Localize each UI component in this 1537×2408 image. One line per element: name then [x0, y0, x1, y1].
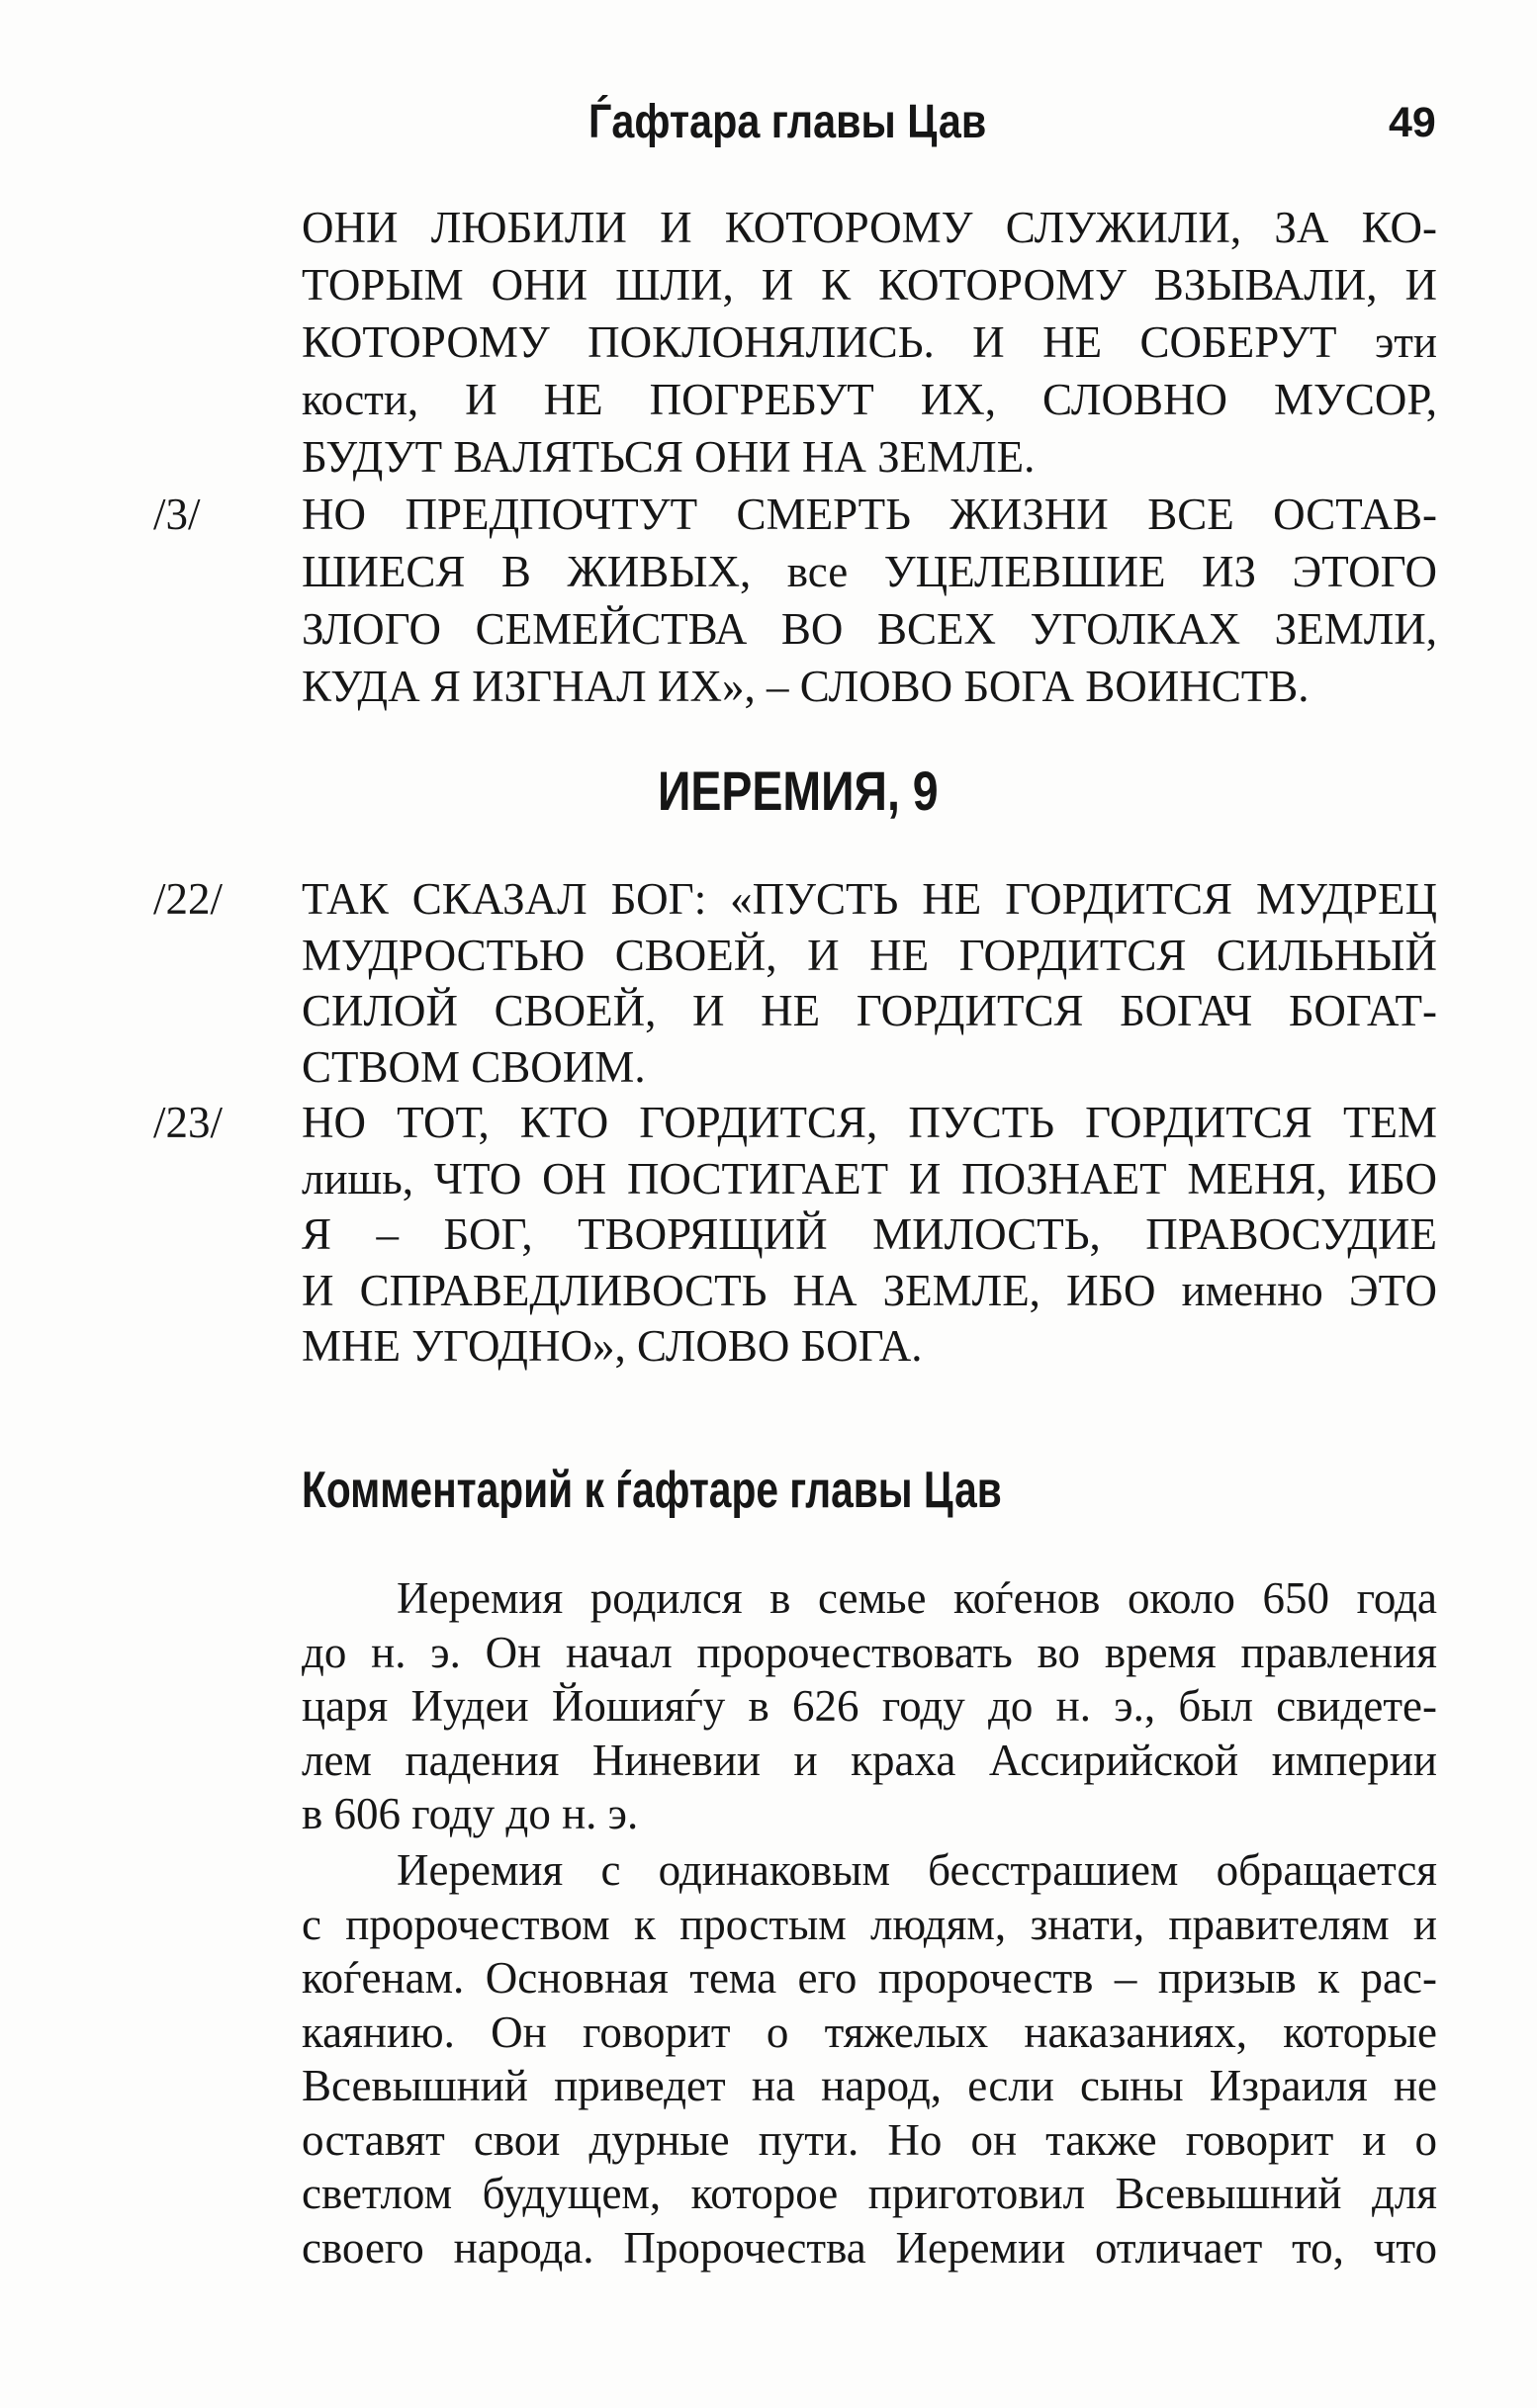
paragraph-line: лем падения Ниневии и краха Ассирийской империи: [302, 1735, 1437, 1785]
verse-22: [153, 871, 1437, 1095]
paragraph-line: светлом будущем, которое приготовил Всевышний для: [302, 2169, 1437, 2218]
verse-line: МНЕ УГОДНО», СЛОВО БОГА.: [302, 1321, 923, 1371]
paragraph-line: царя Иудеи Йошияѓу в 626 году до н. э., был свидете-: [302, 1681, 1437, 1731]
verse-line: КОТОРОМУ ПОКЛОНЯЛИСЬ. И НЕ СОБЕРУТ эти: [302, 317, 1437, 367]
paragraph-line: Иеремия с одинаковым бесстрашием обращается: [397, 1845, 1437, 1895]
verse-line: БУДУТ ВАЛЯТЬСЯ ОНИ НА ЗЕМЛЕ.: [302, 432, 1036, 482]
paragraph-line: Всевышний приведет на народ, если сыны Израиля не: [302, 2061, 1437, 2110]
verse-line: НО ПРЕДПОЧТУТ СМЕРТЬ ЖИЗНИ ВСЕ ОСТАВ-: [302, 490, 1437, 539]
verse-23: [153, 1095, 1437, 1375]
verse-group-top: [153, 199, 1437, 715]
verse-3: [153, 486, 1437, 715]
verse-text: [302, 1095, 1437, 1375]
verse-text: [302, 486, 1437, 715]
running-title: Ѓафтара главы Цав: [588, 96, 987, 148]
verse-continuation: [153, 199, 1437, 486]
paragraph-line: с пророчеством к простым людям, знати, правителям и: [302, 1899, 1437, 1949]
paragraph-line: в 606 году до н. э.: [302, 1789, 639, 1838]
verse-line: ТАК СКАЗАЛ БОГ: «ПУСТЬ НЕ ГОРДИТСЯ МУДРЕЦ: [302, 874, 1437, 924]
verse-line: ШИЕСЯ В ЖИВЫХ, все УЦЕЛЕВШИЕ ИЗ ЭТОГО: [302, 547, 1437, 596]
verse-line: НО ТОТ, КТО ГОРДИТСЯ, ПУСТЬ ГОРДИТСЯ ТЕМ: [302, 1098, 1437, 1147]
verse-line: ТОРЫМ ОНИ ШЛИ, И К КОТОРОМУ ВЗЫВАЛИ, И: [302, 260, 1437, 310]
verse-line: ЗЛОГО СЕМЕЙСТВА ВО ВСЕХ УГОЛКАХ ЗЕМЛИ,: [302, 604, 1437, 654]
verse-text: [302, 871, 1437, 1095]
verse-line: СТВОМ СВОИМ.: [302, 1041, 646, 1092]
verse-line: ОНИ ЛЮБИЛИ И КОТОРОМУ СЛУЖИЛИ, ЗА КО-: [302, 203, 1437, 252]
verse-number: /22/: [153, 874, 224, 924]
paragraph: [302, 1571, 1437, 1841]
verse-line: лишь, ЧТО ОН ПОСТИГАЕТ И ПОЗНАЕТ МЕНЯ, ИБО: [302, 1153, 1437, 1204]
verse-line: МУДРОСТЬЮ СВОЕЙ, И НЕ ГОРДИТСЯ СИЛЬНЫЙ: [302, 930, 1437, 980]
verse-line: КУДА Я ИЗГНАЛ ИХ», – СЛОВО БОГА ВОИНСТВ.: [302, 662, 1310, 711]
paragraph-line: своего народа. Пророчества Иеремии отличает то, что: [302, 2222, 1437, 2273]
paragraph-line: коѓенам. Основная тема его пророчеств – призыв к рас-: [302, 1953, 1437, 2003]
commentary-body: [302, 1571, 1437, 2274]
verse-number-spacer: [153, 199, 302, 486]
page-number: 49: [1389, 99, 1436, 146]
verse-number: /23/: [153, 1098, 224, 1147]
verse-line: И СПРАВЕДЛИВОСТЬ НА ЗЕМЛЕ, ИБО именно ЭТО: [302, 1265, 1437, 1315]
paragraph-line: каянию. Он говорит о тяжелых наказаниях, которые: [302, 2007, 1437, 2057]
commentary-title: Комментарий к ѓафтаре главы Цав: [302, 1462, 1002, 1519]
verse-line: СИЛОЙ СВОЕЙ, И НЕ ГОРДИТСЯ БОГАЧ БОГАТ-: [302, 986, 1437, 1035]
paragraph-line: до н. э. Он начал пророчествовать во время правления: [302, 1627, 1437, 1677]
verse-text: [302, 199, 1437, 486]
verse-group-jeremiah-9: [153, 871, 1437, 1375]
verse-number: /3/: [153, 490, 201, 539]
verse-line: Я – БОГ, ТВОРЯЩИЙ МИЛОСТЬ, ПРАВОСУДИЕ: [302, 1209, 1437, 1259]
verse-line: кости, И НЕ ПОГРЕБУТ ИХ, СЛОВНО МУСОР,: [302, 375, 1437, 424]
paragraph: [302, 1843, 1437, 2274]
paragraph-line: оставят свои дурные пути. Но он также говорит и о: [302, 2114, 1437, 2165]
section-heading: ИЕРЕМИЯ, 9: [658, 759, 939, 822]
paragraph-line: Иеремия родился в семье коѓенов около 650 года: [397, 1573, 1437, 1623]
